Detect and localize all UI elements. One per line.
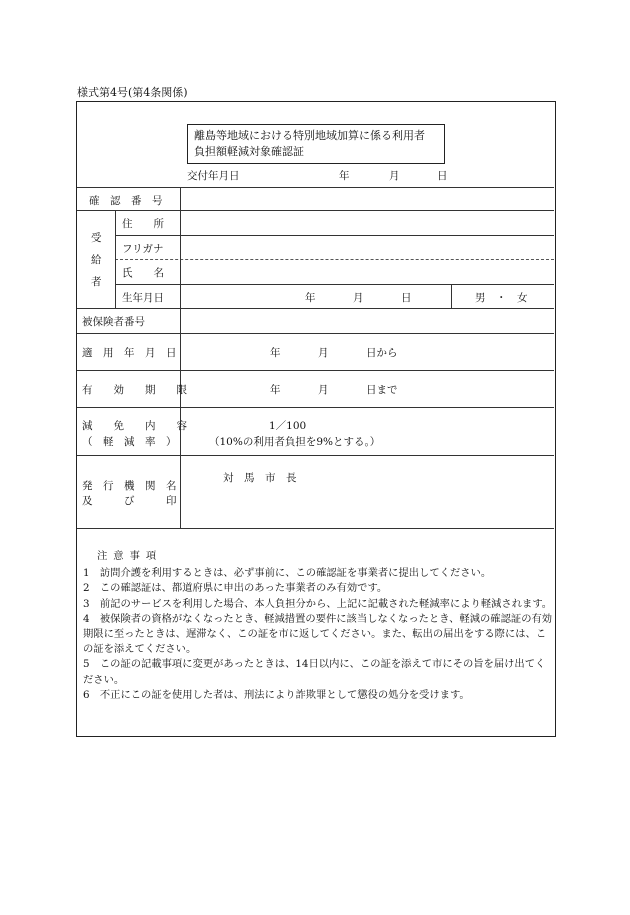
- rule: [77, 370, 554, 371]
- note-item: 4 被保険者の資格がなくなったとき、軽減措置の要件に該当しなくなったとき、軽減の確認証の有効期限に至ったときは、遅滞なく、この証を市に返してください。また、転出の届出をする際には、この証を添えてください。: [83, 612, 553, 656]
- apply-date-label: 適 用 年 月 日: [82, 347, 177, 359]
- birth-date-label: 生年月日: [122, 292, 164, 304]
- valid-period-label: 有 効 期 限: [82, 384, 187, 396]
- address-label: 住 所: [122, 218, 164, 230]
- rule: [77, 333, 554, 334]
- valid-month-unit: 月: [318, 384, 329, 396]
- valid-year-unit: 年: [270, 384, 281, 396]
- issuer-label-2: 及 び 印: [82, 495, 177, 507]
- issue-date-label: 交付年月日: [187, 170, 240, 182]
- apply-year-unit: 年: [270, 347, 281, 359]
- recipient-column-divider: [115, 210, 116, 308]
- name-label: 氏 名: [122, 267, 164, 279]
- notes-section: [83, 549, 553, 703]
- title-line-1: 離島等地域における特別地域加算に係る利用者: [194, 129, 425, 142]
- rule: [77, 407, 554, 408]
- recipient-label-1: 受: [91, 232, 102, 244]
- valid-day-unit: 日まで: [366, 384, 398, 396]
- note-item: 6 不正にこの証を使用した者は、刑法により詐欺罪として懲役の処分を受けます。: [83, 688, 470, 701]
- furigana-label: フリガナ: [122, 243, 164, 255]
- issuer-value: 対 馬 市 長: [223, 472, 297, 484]
- birth-year-unit: 年: [305, 292, 316, 304]
- recipient-label-2: 給: [91, 254, 102, 266]
- reduction-label-1: 減 免 内 容: [82, 420, 187, 432]
- reduction-label-2: （ 軽 減 率 ）: [82, 436, 177, 448]
- label-column-divider: [180, 187, 181, 528]
- issuer-label-1: 発 行 機 関 名: [82, 480, 177, 492]
- reduction-rate-value: 1／100: [269, 420, 307, 432]
- certificate-title: [187, 124, 445, 164]
- title-line-2: 負担額軽減対象確認証: [194, 145, 304, 158]
- certificate-sheet: [76, 101, 556, 737]
- insured-number-label: 被保険者番号: [82, 316, 145, 328]
- apply-day-unit: 日から: [366, 347, 398, 359]
- confirm-number-label: 確 認 番 号: [89, 195, 163, 207]
- reduction-description: （10%の利用者負担を9%とする。）: [209, 436, 381, 448]
- rule: [77, 187, 554, 188]
- issue-day-unit: 日: [437, 170, 448, 182]
- rule: [77, 308, 554, 309]
- note-item: 2 この確認証は、都道府県に申出のあった事業者のみ有効です。: [83, 582, 388, 595]
- rule: [77, 455, 554, 456]
- note-item: 5 この証の記載事項に変更があったときは、14日以内に、この証を添えて市にその旨を届け出てください。: [83, 658, 546, 686]
- form-number-label: 様式第4号(第4条関係): [77, 86, 188, 99]
- birth-month-unit: 月: [353, 292, 364, 304]
- recipient-label-3: 者: [91, 276, 102, 288]
- birth-day-unit: 日: [401, 292, 412, 304]
- gender-options: 男 ・ 女: [475, 292, 528, 304]
- apply-month-unit: 月: [318, 347, 329, 359]
- issue-year-unit: 年: [339, 170, 350, 182]
- notes-heading: 注意事項: [97, 550, 163, 562]
- note-item: 3 前記のサービスを利用した場合、本人負担分から、上記に記載された軽減率により軽減されます。: [83, 597, 553, 610]
- gender-column-divider: [451, 284, 452, 308]
- note-item: 1 訪問介護を利用するときは、必ず事前に、この確認証を事業者に提出してください。: [83, 567, 492, 580]
- issue-month-unit: 月: [389, 170, 400, 182]
- rule: [77, 210, 554, 211]
- rule: [77, 528, 554, 529]
